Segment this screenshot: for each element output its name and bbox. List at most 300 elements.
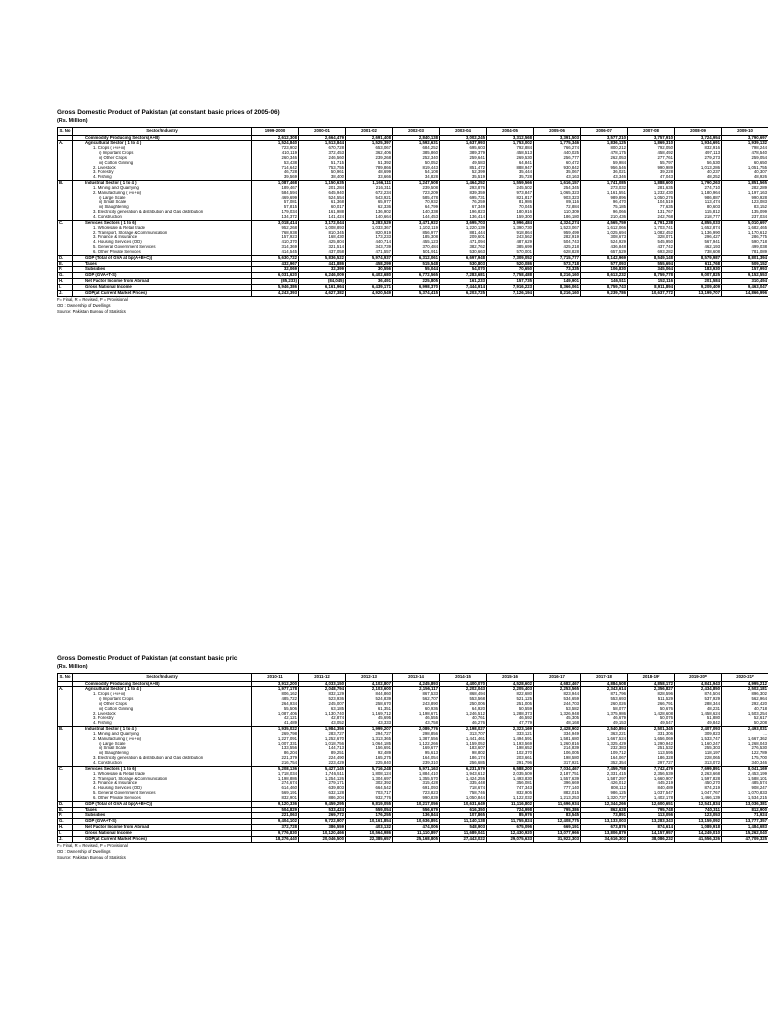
row-value: 1,525,397: [346, 141, 393, 146]
row-value: 296,427: [675, 235, 722, 240]
row-value: 1,254,126: [299, 777, 346, 782]
row-value: 874,614: [628, 825, 675, 831]
row-value: 2,428,902: [534, 727, 581, 732]
row-label: 1. Wholesale & Retail trade: [73, 772, 252, 777]
row-value: 1,790,263: [675, 181, 722, 186]
row-value: 8,579,987: [675, 255, 722, 261]
row-value: 49,583: [440, 161, 487, 166]
row-value: 4,033,150: [299, 681, 346, 687]
row-value: 410,119: [252, 151, 299, 156]
row-value: 840,489: [628, 786, 675, 791]
row-sno: I.: [58, 284, 73, 290]
row-value: 55,044: [393, 267, 440, 273]
row-value: (84,045): [299, 279, 346, 285]
table-title: Gross Domestic Product of Pakistan (at constant basic pric: [57, 655, 238, 662]
row-sno: G.: [58, 273, 73, 279]
row-value: 51,880: [675, 716, 722, 721]
row-value: 60,472: [534, 161, 581, 166]
row-value: 314,369: [252, 245, 299, 250]
row-value: 115,812: [675, 210, 722, 215]
row-value: 15,262,040: [722, 830, 768, 836]
row-value: 989,896: [581, 196, 628, 201]
row-value: 639,803: [299, 786, 346, 791]
row-label: 2. Manufacturing ( i+ii+iii): [73, 191, 252, 196]
row-label: 1. Crops ( i+ii+iii): [73, 146, 252, 151]
row-value: 10,161,854: [346, 819, 393, 825]
row-value: 474,006: [393, 825, 440, 831]
row-value: 186,174: [440, 756, 487, 761]
row-value: 886,204: [299, 796, 346, 801]
row-value: 89,116: [534, 200, 581, 205]
header-sno: S. No: [58, 674, 73, 682]
row-value: 695,731: [440, 196, 487, 201]
row-label: 6. Other Private Services: [73, 796, 252, 801]
row-value: 441,886: [299, 261, 346, 267]
row-value: 657,529: [581, 250, 628, 255]
row-value: 2,493,031: [722, 727, 768, 732]
header-year: 2009-10: [722, 128, 768, 136]
row-value: 1,087,406: [252, 712, 299, 717]
row-value: 352,354: [581, 761, 628, 766]
row-value: 64,799: [393, 205, 440, 210]
row-value: 523,936: [299, 697, 346, 702]
row-value: 9,007,825: [675, 273, 722, 279]
row-value: 4,920,549: [346, 290, 393, 296]
row-value: 2,323,169: [487, 727, 534, 732]
row-value: 569,191: [252, 791, 299, 796]
row-value: 13,806,879: [581, 830, 628, 836]
row-value: 1,166,111: [346, 181, 393, 186]
row-value: 930,842: [534, 166, 581, 171]
row-value: 673,876: [581, 825, 628, 831]
row-value: 14,157,957: [628, 830, 675, 836]
row-value: 1,458,624: [675, 712, 722, 717]
row-value: 9,152,553: [722, 273, 768, 279]
row-value: 11,689,041: [440, 830, 487, 836]
row-value: 723,902: [252, 146, 299, 151]
row-label: 4. Construction: [73, 215, 252, 220]
row-value: 70,650: [487, 267, 534, 273]
row-value: 52,399: [440, 170, 487, 175]
table-notes: [57, 843, 768, 861]
row-value: 471,557: [346, 250, 393, 255]
row-value: 372,728: [252, 825, 299, 831]
row-value: 269,530: [487, 156, 534, 161]
row-value: 614,460: [252, 786, 299, 791]
row-label: Agricultural Sector ( 1 to 4 ): [73, 687, 252, 692]
row-value: 64,841: [487, 161, 534, 166]
row-value: 32,069: [252, 267, 299, 273]
row-value: 4,102,807: [346, 681, 393, 687]
row-value: 3,912,200: [252, 681, 299, 687]
row-value: 8,613,232: [581, 273, 628, 279]
row-value: 7,283,681: [440, 273, 487, 279]
row-value: 1,193,569: [487, 742, 534, 747]
row-value: 60,936: [393, 707, 440, 712]
row-value: 35,728: [487, 175, 534, 180]
row-value: 3,312,568: [487, 135, 534, 141]
row-value: 1,161,551: [581, 191, 628, 196]
row-value: 260,026: [581, 702, 628, 707]
row-value: 2,048,794: [299, 687, 346, 692]
row-value: 291,796: [487, 761, 534, 766]
row-value: 487,629: [487, 240, 534, 245]
row-value: 2,263,668: [675, 772, 722, 777]
row-value: 31,922,303: [534, 836, 581, 842]
row-value: 990,839: [393, 796, 440, 801]
row-value: 46,728: [252, 170, 299, 175]
row-value: 35,067: [534, 170, 581, 175]
row-value: 98,802: [440, 751, 487, 756]
row-label: GDP (Total of GVA at bp(A+B+C)): [73, 255, 252, 261]
row-sno: H.: [58, 825, 73, 831]
row-value: 1,122,032: [487, 796, 534, 801]
row-value: 50,676: [628, 707, 675, 712]
row-value: 54,108: [393, 170, 440, 175]
row-value: 2,331,415: [581, 772, 628, 777]
row-value: 896,302: [722, 692, 768, 697]
row-label: Net Factor Income from Abroad: [73, 825, 252, 831]
row-value: 990,989: [628, 166, 675, 171]
row-value: 131,767: [628, 210, 675, 215]
row-value: 458,299: [346, 261, 393, 267]
row-value: 5,836,522: [299, 255, 346, 261]
header-year: 2011-12: [299, 674, 346, 682]
row-value: 46,555: [393, 716, 440, 721]
row-value: 282,289: [722, 186, 768, 191]
header-year: 2007-08: [628, 128, 675, 136]
row-value: 48,168: [534, 721, 581, 726]
row-value: 1,288,373: [487, 712, 534, 717]
row-value: 469,699: [252, 196, 299, 201]
header-year: 2000-01: [299, 128, 346, 136]
row-value: 570,001: [487, 250, 534, 255]
row-value: 38,086,232: [628, 836, 675, 842]
row-value: 382,762: [440, 245, 487, 250]
row-value: 40,718: [722, 707, 768, 712]
row-value: 223,429: [299, 761, 346, 766]
row-value: 51,392: [346, 161, 393, 166]
row-value: 590,718: [722, 240, 768, 245]
row-value: 144,453: [393, 215, 440, 220]
row-value: 1,065,323: [534, 191, 581, 196]
row-value: 149,901: [534, 279, 581, 285]
header-year: 2018-19ᶠ: [628, 674, 675, 682]
row-value: 39,228: [628, 170, 675, 175]
row-value: 86,204: [252, 751, 299, 756]
row-value: 6,161,964: [299, 284, 346, 290]
row-value: 1,008,893: [299, 226, 346, 231]
row-value: 273,032: [581, 186, 628, 191]
row-label: 3. Electricity generation & distribution and Gas distribution: [73, 756, 252, 761]
row-value: 862,628: [581, 807, 628, 813]
row-value: 1,851,565: [722, 181, 768, 186]
note-od: OD : Ownership of Dwellings: [57, 848, 111, 854]
row-value: 437,058: [299, 250, 346, 255]
row-value: 1,089,918: [675, 825, 722, 831]
row-value: 95,613: [393, 751, 440, 756]
row-value: 256,685: [440, 761, 487, 766]
row-value: 6,246,009: [299, 273, 346, 279]
row-value: 888,947: [487, 166, 534, 171]
row-value: 1,025,694: [581, 231, 628, 236]
header-year: 1999-2000: [252, 128, 299, 136]
row-value: 1,534,215: [722, 796, 768, 801]
row-value: 1,934,691: [675, 141, 722, 146]
row-value: 1,260,816: [534, 742, 581, 747]
row-value: 10,636,891: [393, 819, 440, 825]
note-od: OD : Ownership of Dwellings: [57, 302, 111, 308]
row-value: 64,920: [440, 707, 487, 712]
row-value: 956,546: [581, 166, 628, 171]
row-value: 243,562: [487, 235, 534, 240]
row-value: 1,616,157: [534, 181, 581, 186]
row-value: 1,304,697: [346, 777, 393, 782]
row-value: 471,094: [440, 240, 487, 245]
row-value: 753,755: [299, 166, 346, 171]
row-value: 695,603: [440, 146, 487, 151]
row-value: 12,541,834: [675, 801, 722, 807]
row-value: 6,588,200: [487, 766, 534, 771]
row-label: 4. Housing Services (OD): [73, 786, 252, 791]
row-value: 1,150,635: [299, 181, 346, 186]
row-value: 232,383: [581, 746, 628, 751]
row-value: 1,464,252: [440, 181, 487, 186]
row-value: 497,113: [675, 151, 722, 156]
row-value: 146,511: [581, 279, 628, 285]
row-sno: B.: [58, 727, 73, 732]
row-value: 2,502,181: [722, 687, 768, 692]
row-value: 38,400: [299, 175, 346, 180]
row-value: 43,163: [534, 175, 581, 180]
row-value: 250,006: [440, 702, 487, 707]
row-value: 1,247,508: [393, 181, 440, 186]
row-value: 2,205,403: [487, 687, 534, 692]
row-value: 269,772: [299, 813, 346, 819]
header-year: 2005-06: [534, 128, 581, 136]
row-value: 6,312,061: [393, 255, 440, 261]
row-value: 3,283,529: [346, 220, 393, 225]
header-year: 2004-05: [487, 128, 534, 136]
row-value: 403,132: [346, 825, 393, 831]
row-value: 140,664: [346, 215, 393, 220]
row-value: 7,459,758: [581, 766, 628, 771]
row-label: 3. Electricity generation & distribution and Gas distribution: [73, 210, 252, 215]
row-value: 1,656,069: [628, 737, 675, 742]
row-value: 61,351: [346, 707, 393, 712]
row-value: 11,696,934: [534, 801, 581, 807]
row-value: 758,746: [440, 791, 487, 796]
row-label: 4. Construction: [73, 761, 252, 766]
row-value: 856,977: [393, 231, 440, 236]
row-label: 3. Finance & Insurance: [73, 235, 252, 240]
row-label: i) Important Crops: [73, 697, 252, 702]
row-value: 524,839: [346, 697, 393, 702]
row-value: ...: [722, 732, 768, 737]
row-value: 269,798: [252, 732, 299, 737]
row-value: 11,110,897: [393, 830, 440, 836]
row-value: 45,695: [346, 716, 393, 721]
row-value: 3,996,484: [487, 220, 534, 225]
row-value: 9,722,907: [299, 819, 346, 825]
row-value: 822,680: [487, 692, 534, 697]
row-value: 13,283,343: [628, 819, 675, 825]
row-sno: A.: [58, 687, 73, 692]
row-value: 277,761: [628, 156, 675, 161]
row-value: 2,434,850: [675, 687, 722, 692]
row-value: 8,366,061: [534, 284, 581, 290]
row-value: 4,565,759: [581, 220, 628, 225]
row-value: 7,715,777: [534, 255, 581, 261]
row-value: 632,128: [299, 791, 346, 796]
table-row: [58, 836, 768, 842]
row-value: 867,533: [393, 692, 440, 697]
row-value: 1,667,362: [722, 737, 768, 742]
row-value: (85,233): [252, 279, 299, 285]
row-value: 71,924: [722, 813, 768, 819]
row-value: 585,478: [393, 196, 440, 201]
row-value: 333,121: [487, 732, 534, 737]
row-value: 3,172,044: [299, 220, 346, 225]
note-source: Source: Pakistan Bureau of Statistics: [57, 308, 126, 314]
row-label: 1. Mining and Quarrying: [73, 186, 252, 191]
row-value: 874,219: [675, 786, 722, 791]
row-value: 315,428: [393, 781, 440, 786]
row-label: i) Large Scale: [73, 196, 252, 201]
row-value: 509,152: [722, 261, 768, 267]
row-label: 2. Transport, Storage &Communication: [73, 777, 252, 782]
row-value: 136,844: [393, 813, 440, 819]
row-value: 1,503,254: [722, 712, 768, 717]
row-value: 25,168,805: [393, 836, 440, 842]
row-value: 1,102,119: [393, 226, 440, 231]
row-value: 60,650: [722, 161, 768, 166]
row-value: 4,841,943: [675, 681, 722, 687]
row-value: 1,326,948: [534, 712, 581, 717]
row-value: 1,160,247: [675, 742, 722, 747]
row-value: 7,699,891: [675, 766, 722, 771]
row-value: 4,884,508: [581, 681, 628, 687]
row-sno: G.: [58, 819, 73, 825]
row-value: 40,761: [440, 716, 487, 721]
row-value: 43,346: [581, 175, 628, 180]
row-value: 874,504: [675, 692, 722, 697]
row-label: 3. Forestry: [73, 170, 252, 175]
row-value: 133,556: [252, 746, 299, 751]
row-value: 1,977,178: [252, 687, 299, 692]
row-value: 81,986: [487, 200, 534, 205]
row-value: 7,758,488: [487, 273, 534, 279]
row-value: 792,050: [628, 146, 675, 151]
row-value: 530,803: [440, 261, 487, 267]
row-value: 224,490: [299, 756, 346, 761]
row-value: 485,722: [252, 697, 299, 702]
row-value: 8,216,160: [534, 290, 581, 296]
row-value: 279,171: [299, 781, 346, 786]
row-value: 6,772,565: [393, 273, 440, 279]
row-value: 302,392: [346, 781, 393, 786]
row-value: 675,096: [487, 825, 534, 831]
row-value: 1,466,139: [675, 796, 722, 801]
row-value: 1,180,964: [675, 191, 722, 196]
row-label: GDP(at Current Market Prices): [73, 290, 252, 296]
row-value: 1,441,461: [440, 737, 487, 742]
row-value: 6,031,620: [252, 273, 299, 279]
row-value: 808,112: [581, 786, 628, 791]
row-value: 13,077,966: [534, 830, 581, 836]
row-value: 1,597,828: [675, 777, 722, 782]
row-value: 385,860: [393, 151, 440, 156]
row-label: Services Sectors ( 1 to 6): [73, 220, 252, 225]
row-value: 196,823: [440, 210, 487, 215]
row-value: 134,372: [252, 215, 299, 220]
row-label: Commodity Producing Sectors(A+B): [73, 135, 252, 141]
row-value: 844,860: [346, 692, 393, 697]
row-value: 3,002,245: [440, 135, 487, 141]
row-value: 12,430,920: [487, 830, 534, 836]
row-value: 534,659: [534, 697, 581, 702]
row-value: 520,086: [487, 261, 534, 267]
row-value: 225,840: [346, 761, 393, 766]
row-value: 10,637,772: [628, 290, 675, 296]
row-value: 168,430: [299, 235, 346, 240]
row-value: 6,998,370: [393, 284, 440, 290]
row-value: 881,444: [440, 231, 487, 236]
row-value: 48,252: [675, 175, 722, 180]
row-value: 176,255: [346, 813, 393, 819]
row-value: 1,169,712: [346, 712, 393, 717]
row-value: 501,911: [393, 250, 440, 255]
row-value: 189,467: [252, 186, 299, 191]
row-value: 4,324,274: [534, 220, 581, 225]
row-value: 5,630,722: [252, 255, 299, 261]
row-value: 12,600,651: [628, 801, 675, 807]
row-value: 533,424: [299, 807, 346, 813]
row-value: 77,635: [628, 205, 675, 210]
row-value: 1,037,547: [628, 791, 675, 796]
row-value: 8,041,169: [722, 766, 768, 771]
row-value: 310,494: [722, 279, 768, 285]
row-value: 672,234: [346, 191, 393, 196]
row-value: 1,592,631: [393, 141, 440, 146]
row-value: 9,819,055: [346, 801, 393, 807]
row-label: Gross National Income: [73, 284, 252, 290]
row-value: 959,499: [534, 231, 581, 236]
row-label: Gross National Income: [73, 830, 252, 836]
row-value: 1,703,741: [628, 226, 675, 231]
row-value: 164,067: [581, 756, 628, 761]
row-value: 328,071: [628, 235, 675, 240]
row-value: 279,273: [675, 156, 722, 161]
row-value: 766,274: [534, 146, 581, 151]
row-value: 1,320,737: [581, 796, 628, 801]
row-value: 313,072: [675, 761, 722, 766]
row-label: 2. Livestock: [73, 712, 252, 717]
row-value: 298,856: [393, 732, 440, 737]
row-value: 724,998: [487, 807, 534, 813]
row-value: 244,703: [534, 702, 581, 707]
row-label: 6. Other Private Services: [73, 250, 252, 255]
row-value: 455,123: [393, 240, 440, 245]
row-value: 254,345: [534, 186, 581, 191]
row-value: 228,065: [675, 756, 722, 761]
row-value: 504,829: [252, 807, 299, 813]
row-value: 63,185: [299, 707, 346, 712]
row-value: 6,203,725: [440, 290, 487, 296]
row-value: 3,695,703: [440, 220, 487, 225]
row-value: 524,554: [299, 196, 346, 201]
header-year: 2012-13: [346, 674, 393, 682]
